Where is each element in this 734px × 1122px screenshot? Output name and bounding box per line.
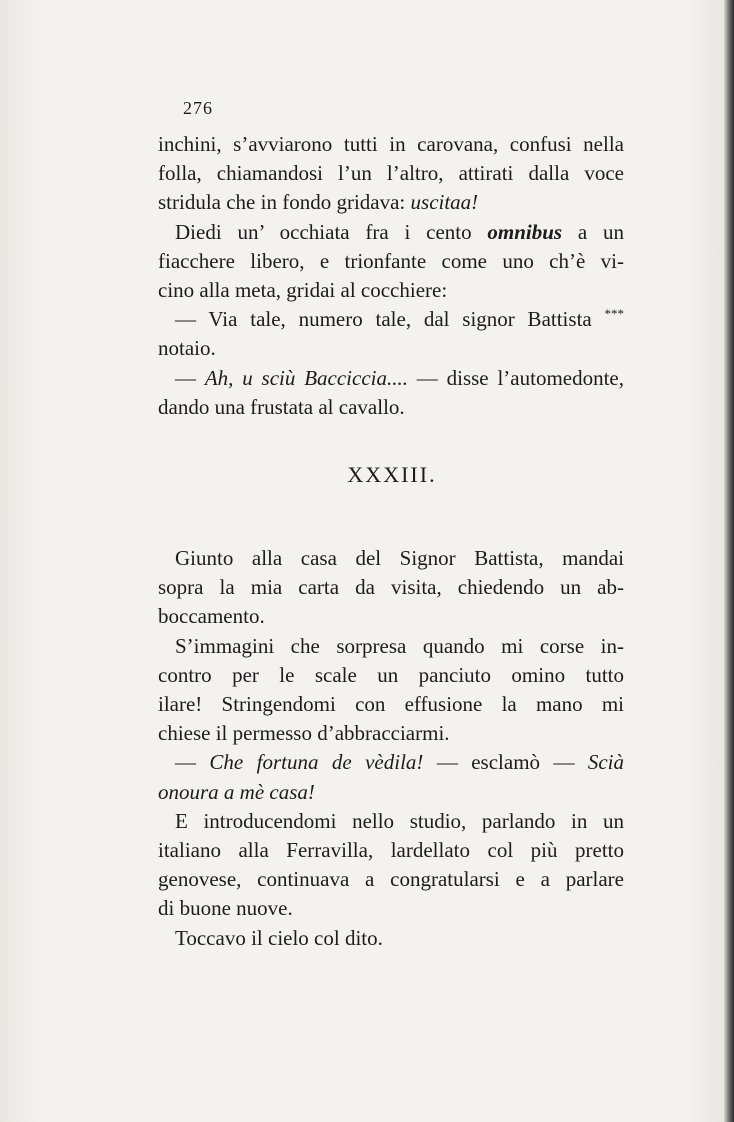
page-number: 276 — [183, 98, 213, 118]
italic-shout: uscitaa! — [410, 190, 479, 215]
text-line: notaio. — [158, 336, 216, 361]
text-span: — — [175, 365, 205, 390]
text-line: inchini, s’avviarono tutti in carovana, confusi nella — [158, 132, 624, 156]
text-line: di buone nuove. — [158, 896, 293, 921]
text-span: — — [175, 750, 210, 775]
dialogue-line — [158, 364, 624, 393]
text-line: contro per le scale un panciuto omino tutto — [158, 662, 624, 687]
paragraph-start: S’immagini che sorpresa quando mi corse in- — [175, 633, 624, 658]
dialogue-line — [158, 305, 624, 334]
asterism: *** — [604, 306, 624, 322]
text-line: cino alla meta, gridai al cocchiere: — [158, 278, 448, 303]
paragraph-start: Toccavo il cielo col dito. — [175, 925, 383, 950]
text-line: sopra la mia carta da visita, chiedendo un ab- — [158, 575, 624, 600]
text-line: dando una frustata al cavallo. — [158, 394, 405, 419]
text-line: italiano alla Ferravilla, lardellato col più pretto — [158, 838, 624, 863]
text-span: — Via tale, numero tale, dal signor Battista — [175, 307, 605, 332]
text-line — [158, 188, 624, 217]
chapter-heading: XXXIII. — [347, 462, 437, 487]
text-line: fiacchere libero, e trionfante come uno ch’è vi- — [158, 248, 624, 273]
italic-bold-term: omnibus — [487, 219, 563, 244]
italic-dialect: Ah, u sciù Bacciccia.... — [204, 365, 408, 390]
text-span: Diedi un’ occhiata fra i cento — [175, 219, 488, 244]
text-span: — disse l’automedonte, — [407, 365, 624, 390]
italic-dialect: Scià — [587, 750, 624, 775]
paragraph-start — [158, 218, 624, 247]
text-span: — esclamò — — [423, 750, 588, 775]
italic-dialect: Che fortuna de vèdila! — [209, 750, 424, 775]
paragraph-start: Giunto alla casa del Signor Battista, mandai — [175, 546, 624, 570]
text-line: folla, chiamandosi l’un l’altro, attirati dalla voce — [158, 161, 624, 186]
italic-dialect: onoura a mè casa! — [158, 779, 315, 804]
text-span: stridula che in fondo gridava: — [158, 190, 411, 215]
text-line: ilare! Stringendomi con effusione la mano mi — [158, 692, 624, 717]
page-edge-shadow — [724, 0, 734, 1122]
text-block-top — [158, 130, 624, 422]
text-line — [158, 778, 624, 807]
paragraph-start: E introducendomi nello studio, parlando in un — [175, 808, 624, 833]
dialogue-line — [158, 748, 624, 777]
text-span: a un — [562, 219, 624, 244]
text-line: chiese il permesso d’abbracciarmi. — [158, 721, 450, 746]
text-line: boccamento. — [158, 604, 265, 629]
text-block-bottom — [158, 544, 624, 953]
text-line: genovese, continuava a congratularsi e a parlare — [158, 867, 624, 892]
